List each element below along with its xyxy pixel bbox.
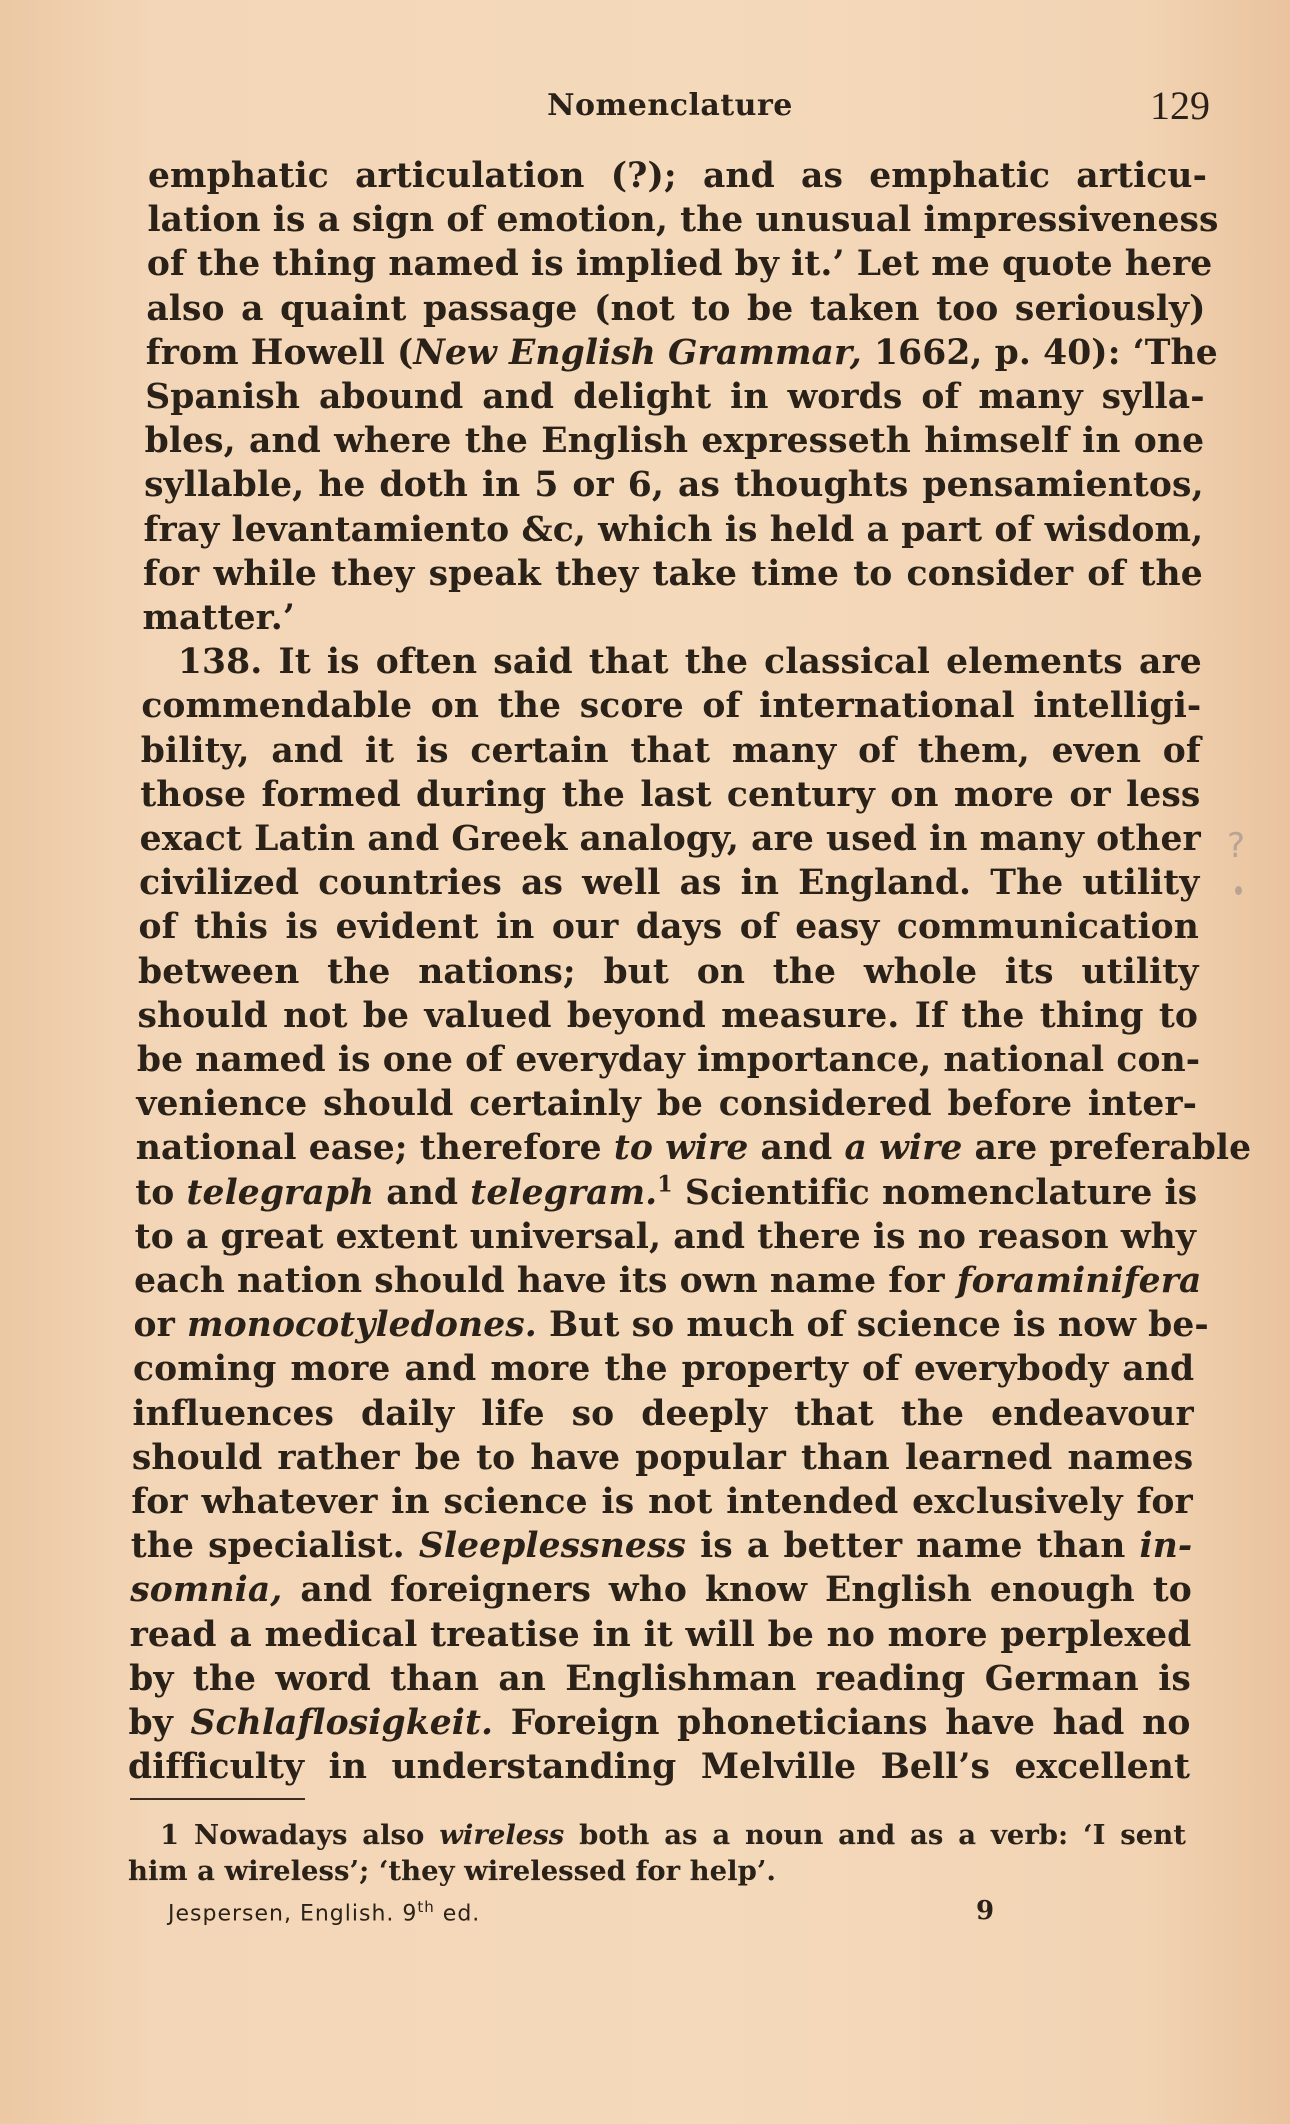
body-line <box>129 1657 1191 1701</box>
body-line <box>131 1480 1193 1524</box>
body-line <box>139 905 1199 949</box>
body-line <box>145 375 1204 419</box>
signature-edition-suffix: th <box>417 1898 435 1916</box>
text-run: both as a noun and as a verb: ‘I sent <box>564 1819 1186 1851</box>
text-run: for whatever in science is not intended exclusively for <box>131 1482 1193 1522</box>
text-run: Scientific nomenclature is <box>672 1173 1198 1213</box>
text-run: syllable, he doth in 5 or 6, as thoughts pensamientos, <box>144 465 1204 505</box>
text-run: of this is evident in our days of easy communication <box>138 907 1199 947</box>
text-run: by the word than an Englishman reading German is <box>129 1659 1191 1699</box>
body-line <box>140 817 1200 861</box>
body-line <box>135 1215 1196 1259</box>
text-run: is a better name than <box>686 1526 1140 1566</box>
italic-term: monocotyledones. <box>187 1305 537 1345</box>
text-run: him a wireless’; ‘they wirelessed for help’. <box>128 1855 776 1887</box>
body-line <box>142 596 295 640</box>
text-run: also a quaint passage (not to be taken too seriously) <box>146 289 1206 329</box>
footnote-divider <box>130 1798 305 1800</box>
text-run: read a medical treatise in it will be no more perplexed <box>129 1615 1192 1655</box>
text-run: for while they speak they take time to consider of the <box>143 554 1203 594</box>
text-run: But so much of science is now be- <box>536 1305 1209 1345</box>
body-line <box>130 1613 1192 1657</box>
text-run: Spanish abound and delight in words of many sylla- <box>145 377 1205 417</box>
body-line <box>178 640 1202 684</box>
footnote-line <box>160 1817 1186 1853</box>
text-run: by <box>128 1703 191 1743</box>
text-run: should not be valued beyond measure. If the thing to <box>137 996 1199 1036</box>
text-run: be named is one of everyday importance, national con- <box>136 1040 1201 1080</box>
body-line <box>132 1392 1193 1436</box>
signature-text: Jespersen, English. <box>168 1901 395 1927</box>
body-line <box>130 1568 1192 1612</box>
text-run: or <box>133 1305 188 1345</box>
italic-term: wireless <box>439 1819 565 1851</box>
page-number: 129 <box>1150 83 1210 128</box>
body-line <box>143 552 1203 596</box>
body-line <box>133 1303 1209 1347</box>
body-line <box>147 198 1219 242</box>
italic-term: Schlaflosigkeit. <box>190 1703 494 1743</box>
text-run: each nation should have its own name for <box>134 1261 957 1301</box>
italic-term: somnia, <box>130 1570 283 1610</box>
body-line <box>132 1436 1193 1480</box>
body-line <box>136 1082 1197 1126</box>
italic-term: telegraph <box>186 1173 375 1213</box>
text-run: and <box>748 1128 845 1168</box>
body-line <box>148 154 1207 198</box>
text-run: matter.’ <box>142 598 295 638</box>
sheet-number: 9 <box>976 1896 995 1926</box>
text-run: are preferable <box>962 1128 1252 1168</box>
body-line <box>141 684 1201 728</box>
body-line <box>140 773 1200 817</box>
italic-term: a wire <box>844 1128 963 1168</box>
footnote-line <box>128 1853 776 1889</box>
text-run: of the thing named is implied by it.’ Let me quote here <box>146 244 1213 284</box>
body-line <box>145 419 1205 463</box>
text-run: and foreigners who know English enough to <box>282 1570 1192 1610</box>
text-run: between the nations; but on the whole its utility <box>138 952 1199 992</box>
body-line <box>138 950 1199 994</box>
text-run: fray levantamiento &c, which is held a part of wisdom, <box>143 510 1204 550</box>
section-number: 138. <box>177 642 263 682</box>
text-run: national ease; therefore <box>135 1128 614 1168</box>
body-line <box>144 508 1204 552</box>
body-line <box>134 1259 1202 1303</box>
text-run: the specialist. <box>130 1526 419 1566</box>
body-line <box>145 331 1218 375</box>
footnote-ref: 1 <box>657 1171 673 1198</box>
body-line <box>135 1171 1196 1215</box>
text-run: It is often said that the classical elements are <box>262 642 1202 682</box>
body-line <box>131 1524 1193 1568</box>
body-line <box>135 1126 1252 1170</box>
text-run: commendable on the score of international intelligi- <box>141 686 1202 726</box>
text-run: to <box>135 1173 187 1213</box>
text-run: 1662, p. 40): ‘The <box>861 333 1218 373</box>
text-run: those formed during the last century on more or less <box>140 775 1201 815</box>
text-run: difficulty in understanding Melville Bell’s excellent <box>128 1747 1190 1787</box>
text-run: from Howell ( <box>145 333 414 373</box>
body-line <box>137 994 1198 1038</box>
signature-edition-number: 9 <box>402 1901 418 1927</box>
text-run: Foreign phoneticians have had no <box>493 1703 1191 1743</box>
italic-term: to wire <box>613 1128 749 1168</box>
running-title: Nomenclature <box>547 88 793 123</box>
body-line <box>144 463 1204 507</box>
italic-term: New English Grammar, <box>413 333 862 373</box>
text-run: should rather be to have popular than learned names <box>131 1438 1194 1478</box>
italic-term: foraminifera <box>956 1261 1202 1301</box>
body-line <box>146 242 1213 286</box>
text-run: bles, and where the English expresseth himself in one <box>144 421 1205 461</box>
text-run: exact Latin and Greek analogy, are used in many other <box>139 819 1201 859</box>
body-line <box>141 729 1201 773</box>
italic-term: in- <box>1139 1526 1193 1566</box>
text-run: venience should certainly be considered before inter- <box>136 1084 1198 1124</box>
signature-edition-abbrev: ed. <box>442 1901 481 1927</box>
text-run: to a great extent universal, and there is no reason why <box>134 1217 1196 1257</box>
text-run: civilized countries as well as in England. The utility <box>139 863 1200 903</box>
body-line <box>128 1745 1190 1789</box>
text-run: influences daily life so deeply that the endeavour <box>132 1394 1194 1434</box>
margin-pencil-mark: ? <box>1227 826 1246 866</box>
text-run: bility, and it is certain that many of them, even of <box>140 731 1201 771</box>
margin-pencil-dot <box>1235 886 1242 895</box>
body-line <box>129 1701 1191 1745</box>
body-line <box>146 287 1205 331</box>
italic-term: telegram. <box>470 1173 658 1213</box>
text-run: and <box>374 1173 471 1213</box>
text-run: emphatic articulation (?); and as emphatic articu- <box>148 156 1207 196</box>
text-run: 1 Nowadays also <box>160 1819 440 1851</box>
body-line <box>136 1038 1201 1082</box>
italic-term: Sleeplessness <box>418 1526 686 1566</box>
body-line <box>139 861 1199 905</box>
text-run: lation is a sign of emotion, the unusual impressiveness <box>147 200 1219 240</box>
signature-mark <box>168 1898 480 1926</box>
body-line <box>133 1347 1194 1391</box>
text-run: coming more and more the property of everybody and <box>133 1349 1195 1389</box>
